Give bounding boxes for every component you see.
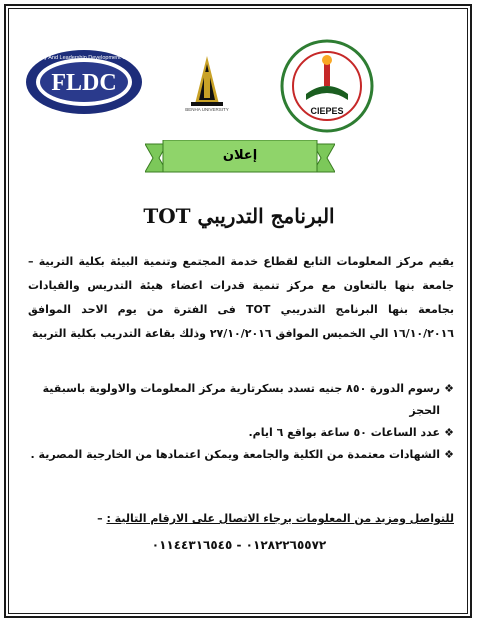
list-item-text: رسوم الدورة ٨٥٠ جنيه تسدد بسكرتارية مركز المعلومات والاولوية باسبقية الحجز — [42, 382, 440, 417]
program-title: البرنامج التدريبي TOT — [143, 204, 335, 228]
contact-info — [34, 512, 454, 525]
list-item-hours — [28, 422, 454, 444]
diamond-bullet-icon: ❖ — [444, 426, 454, 439]
fldc-logo — [24, 48, 144, 116]
list-item-text: عدد الساعات ٥٠ ساعة بواقع ٦ ايام. — [248, 426, 440, 439]
list-item-text: الشهادات معتمدة من الكلية والجامعة ويمكن اعتمادها من الخارجية المصرية . — [30, 448, 440, 461]
contact-text: للتواصل ومزيد من المعلومات يرجاء الاتصال على الارقام التالية : — [106, 512, 454, 525]
announcement-paragraph: يقيم مركز المعلومات التابع لقطاع خدمة المجتمع وتنمية البيئة بكلية التربية – جامعة بنها بالتعاون مع مركز تنمية قدرات اعضاء هيئة التدريس والقيادات بجامعة بنها البرنامج التدريبي TOT فى الفترة من يوم الاحد الموافق ١٦/١٠/٢٠١٦ الي الخميس الموافق ٢٧/١٠/٢٠١٦ وذلك بقاعة التدريب بكلية التربية — [28, 255, 454, 340]
contact-dash: – — [97, 512, 103, 525]
list-item-certificates — [28, 444, 454, 466]
benha-caption: BENHA UNIVERSITY — [185, 107, 229, 112]
benha-university-emblem — [177, 52, 237, 112]
fldc-logo-text: FLDC — [51, 70, 117, 96]
ciepes-logo-text: CIEPES — [310, 106, 344, 116]
list-item-fees — [28, 378, 454, 422]
fldc-logo-ring-text: Faculty And Leadership Development Center — [29, 55, 139, 61]
ciepes-logo — [266, 38, 388, 134]
diamond-bullet-icon: ❖ — [444, 382, 454, 395]
diamond-bullet-icon: ❖ — [444, 448, 454, 461]
details-list — [28, 378, 454, 466]
phone-numbers[interactable]: ٠١٢٨٢٢٦٥٥٧٢ - ٠١١٤٤٣١٦٥٤٥ — [151, 538, 327, 552]
announcement-label: إعلان — [222, 148, 258, 163]
